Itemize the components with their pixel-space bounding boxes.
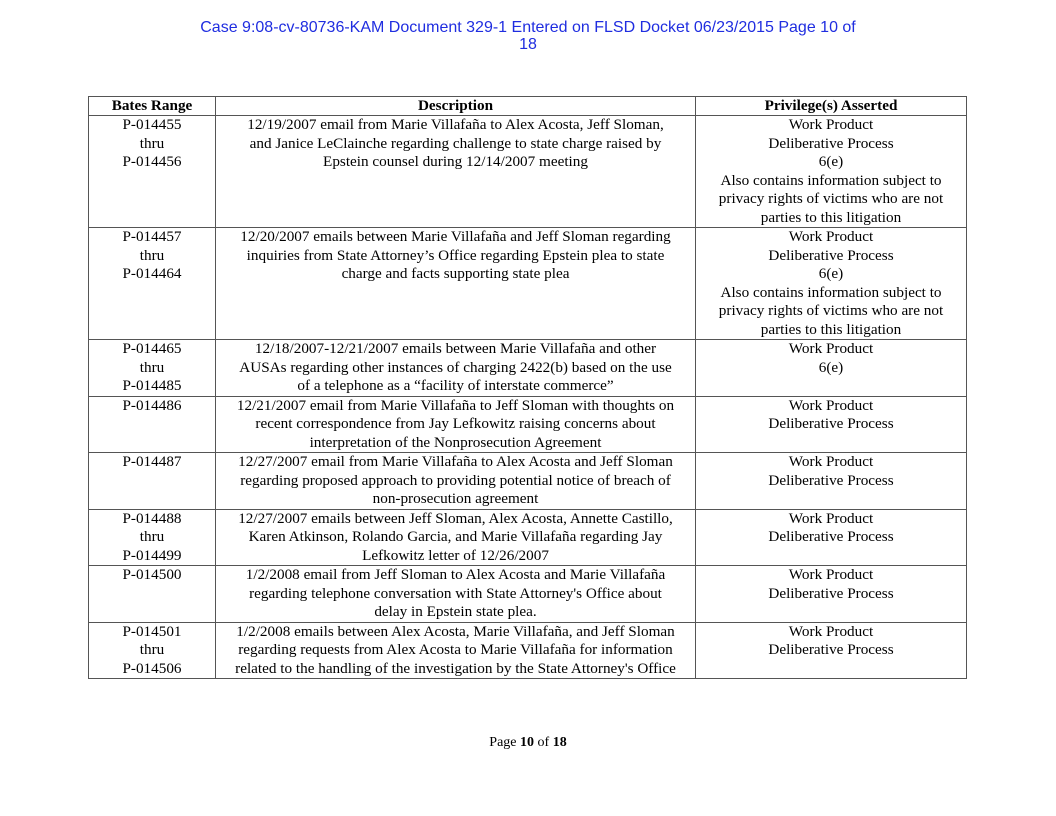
table-header-row xyxy=(89,97,967,116)
privileges-cell xyxy=(696,509,967,566)
bates-range-cell-line: thru xyxy=(139,641,165,658)
bates-range-cell xyxy=(89,116,216,228)
bates-range-cell xyxy=(89,453,216,510)
description-cell-line: 12/27/2007 emails between Jeff Sloman, Alex Acosta, Annette Castillo, xyxy=(238,509,673,527)
bates-range-cell xyxy=(89,228,216,340)
bates-range-cell-line: P-014485 xyxy=(122,377,182,394)
footer-of-label: of xyxy=(537,735,550,750)
privileges-cell-line: Also contains information subject to xyxy=(720,171,942,189)
bates-range-cell xyxy=(89,340,216,397)
privileges-cell-line: Work Product xyxy=(788,228,874,245)
description-cell-line: 1/2/2008 email from Jeff Sloman to Alex Acosta and Marie Villafaña xyxy=(245,566,666,583)
bates-range-cell xyxy=(89,509,216,566)
description-cell-line: and Janice LeClainche regarding challenge to state charge raised by xyxy=(249,134,662,152)
table-row xyxy=(89,396,967,453)
bates-range-cell-line: P-014506 xyxy=(122,659,182,677)
privileges-cell-line: Deliberative Process xyxy=(768,641,894,658)
case-header-line2: 18 xyxy=(519,36,537,53)
description-cell xyxy=(216,453,696,510)
description-cell-line: charge and facts supporting state plea xyxy=(341,265,570,282)
bates-range-cell-line: P-014500 xyxy=(122,566,182,583)
description-cell-line: 12/27/2007 email from Marie Villafaña to Alex Acosta and Jeff Sloman xyxy=(238,453,673,470)
description-cell-line: 12/18/2007-12/21/2007 emails between Marie Villafaña and other xyxy=(254,340,657,357)
description-cell-line: Karen Atkinson, Rolando Garcia, and Marie Villafaña regarding Jay xyxy=(248,528,663,545)
description-cell-line: inquiries from State Attorney’s Office regarding Epstein plea to state xyxy=(246,246,665,264)
privileges-cell-line: Deliberative Process xyxy=(768,246,894,264)
bates-range-cell-line: P-014455 xyxy=(122,116,182,133)
bates-range-cell-line: thru xyxy=(139,134,165,152)
description-cell-line: non-prosecution agreement xyxy=(372,490,539,507)
page-footer xyxy=(0,735,1056,751)
description-cell-line: interpretation of the Nonprosecution Agreement xyxy=(309,433,602,451)
privileges-cell-line: Deliberative Process xyxy=(768,415,894,432)
bates-range-cell xyxy=(89,566,216,623)
privileges-cell-line: Work Product xyxy=(788,340,874,357)
privileges-cell-line: Work Product xyxy=(788,453,874,470)
bates-range-cell-line: thru xyxy=(139,246,165,264)
description-cell-line: 1/2/2008 emails between Alex Acosta, Marie Villafaña, and Jeff Sloman xyxy=(236,622,675,640)
bates-range-cell-line: P-014499 xyxy=(122,546,182,564)
bates-range-cell-line: P-014457 xyxy=(122,228,182,245)
description-cell-line: AUSAs regarding other instances of charging 2422(b) based on the use xyxy=(239,358,672,376)
bates-range-cell xyxy=(89,396,216,453)
privileges-cell xyxy=(696,622,967,679)
privileges-cell xyxy=(696,453,967,510)
privileges-cell-line: 6(e) xyxy=(818,265,844,282)
bates-range-cell-line: thru xyxy=(139,528,165,545)
privileges-cell-line: 6(e) xyxy=(818,358,844,376)
bates-range-cell-line: P-014487 xyxy=(122,453,182,470)
bates-range-cell-line: P-014488 xyxy=(122,509,182,527)
column-header-description: Description xyxy=(216,97,696,116)
privileges-cell-line: Also contains information subject to xyxy=(720,283,942,301)
table-row xyxy=(89,509,967,566)
privileges-cell-line: Work Product xyxy=(788,396,874,414)
description-cell xyxy=(216,622,696,679)
footer-current-page: 10 xyxy=(520,735,535,750)
description-cell-line: regarding proposed approach to providing potential notice of breach of xyxy=(240,471,671,489)
description-cell xyxy=(216,396,696,453)
bates-range-cell xyxy=(89,622,216,679)
description-cell xyxy=(216,509,696,566)
table-row xyxy=(89,116,967,228)
privileges-cell xyxy=(696,116,967,228)
footer-page-label: Page xyxy=(489,735,517,750)
description-cell-line: of a telephone as a “facility of interstate commerce” xyxy=(297,377,614,394)
table-row xyxy=(89,622,967,679)
privileges-cell-line: Deliberative Process xyxy=(768,471,894,489)
bates-range-cell-line: P-014456 xyxy=(122,153,182,170)
privileges-cell-line: privacy rights of victims who are not xyxy=(718,190,944,207)
bates-range-cell-line: P-014465 xyxy=(122,340,182,357)
table-body xyxy=(89,116,967,679)
privileges-cell-line: Deliberative Process xyxy=(768,584,894,602)
privileges-cell xyxy=(696,396,967,453)
bates-range-cell-line: P-014486 xyxy=(122,396,182,414)
description-cell xyxy=(216,566,696,623)
privilege-log-table xyxy=(88,96,967,679)
table-row xyxy=(89,228,967,340)
privileges-cell-line: Work Product xyxy=(788,566,874,583)
privileges-cell-line: Work Product xyxy=(788,509,874,527)
privileges-cell xyxy=(696,340,967,397)
description-cell xyxy=(216,116,696,228)
privileges-cell-line: parties to this litigation xyxy=(760,320,902,338)
description-cell-line: regarding requests from Alex Acosta to Marie Villafaña for information xyxy=(238,641,673,658)
table-row xyxy=(89,453,967,510)
case-header-line1: Case 9:08-cv-80736-KAM Document 329-1 Entered on FLSD Docket 06/23/2015 Page 10 of xyxy=(200,19,856,36)
privileges-cell-line: Work Product xyxy=(788,622,874,640)
description-cell-line: regarding telephone conversation with State Attorney's Office about xyxy=(249,584,662,602)
description-cell-line: 12/20/2007 emails between Marie Villafaña and Jeff Sloman regarding xyxy=(240,228,671,245)
description-cell-line: 12/19/2007 email from Marie Villafaña to Alex Acosta, Jeff Sloman, xyxy=(247,116,664,133)
description-cell-line: delay in Epstein state plea. xyxy=(374,603,537,620)
bates-range-cell-line: P-014464 xyxy=(122,265,182,282)
column-header-bates-range: Bates Range xyxy=(89,97,216,116)
privileges-cell-line: Work Product xyxy=(788,116,874,133)
column-header-privileges: Privilege(s) Asserted xyxy=(696,97,967,116)
description-cell-line: Epstein counsel during 12/14/2007 meeting xyxy=(323,153,588,170)
privileges-cell-line: Deliberative Process xyxy=(768,134,894,152)
description-cell-line: recent correspondence from Jay Lefkowitz raising concerns about xyxy=(255,415,656,432)
description-cell xyxy=(216,340,696,397)
privileges-cell xyxy=(696,566,967,623)
privileges-cell-line: Deliberative Process xyxy=(768,528,894,545)
description-cell-line: related to the handling of the investigation by the State Attorney's Office xyxy=(235,659,676,677)
description-cell-line: 12/21/2007 email from Marie Villafaña to Jeff Sloman with thoughts on xyxy=(236,396,675,414)
privileges-cell-line: parties to this litigation xyxy=(760,208,902,226)
case-header xyxy=(0,19,1056,53)
privileges-cell-line: privacy rights of victims who are not xyxy=(718,302,944,319)
footer-total-pages: 18 xyxy=(552,735,567,750)
description-cell-line: Lefkowitz letter of 12/26/2007 xyxy=(362,546,549,564)
bates-range-cell-line: thru xyxy=(139,358,165,376)
bates-range-cell-line: P-014501 xyxy=(122,622,182,640)
privileges-cell xyxy=(696,228,967,340)
table-row xyxy=(89,566,967,623)
privileges-cell-line: 6(e) xyxy=(818,153,844,170)
description-cell xyxy=(216,228,696,340)
table-row xyxy=(89,340,967,397)
